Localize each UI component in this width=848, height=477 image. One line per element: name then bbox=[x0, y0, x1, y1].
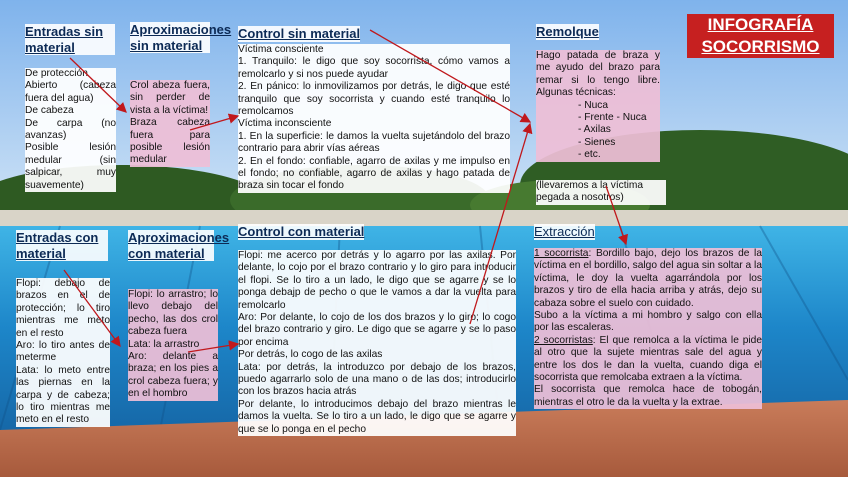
aprox-con-heading: Aproximaciones con material bbox=[128, 230, 230, 261]
infographic-title bbox=[687, 14, 834, 58]
text-line: Flopi: me acerco por detrás y lo agarro por las axilas. Por delante, lo cojo por el brazo contrario y lo giro para introducir el flopi. Se lo tiro a un lado, le digo que se agarre y se lo ponga debajp de pecho o que le vamos a dar la vuelta para remolcarlo bbox=[238, 250, 516, 311]
text-line: Aro: delante a braza; en los pies a crol cabeza fuera; y en el hombro bbox=[128, 351, 218, 400]
text-line: Flopi: debajo de brazos en el de protección; lo tiro mientras me meto en el resto bbox=[16, 278, 110, 339]
control-con-heading: Control con material bbox=[238, 224, 365, 239]
control-sin-heading: Control sin material bbox=[238, 26, 361, 41]
text-line: Flopi: lo arrastro; lo llevo debajo del pecho, las dos crol cabeza fuera bbox=[128, 289, 218, 338]
text-line: Víctima inconsciente bbox=[238, 118, 332, 130]
technique-item: - Sienes bbox=[578, 136, 616, 148]
entradas-con-body bbox=[16, 278, 110, 427]
text-line: Por detrás, lo cogo de las axilas bbox=[238, 349, 383, 361]
text-line: Aro: Por delante, lo cojo de los dos brazos y lo giro; lo cogo del brazo contrario y giro. Le digo que se agarre y se lo paso por encima bbox=[238, 312, 516, 348]
text-line: 1. Tranquilo: le digo que soy socorrista, cómo vamos a remolcarlo y si nos puede ayudar bbox=[238, 56, 510, 80]
text-line: Abierto (cabeza fuera del agua) bbox=[25, 80, 116, 104]
aprox-con-body bbox=[128, 289, 218, 401]
remolque-note: (llevaremos a la víctima pegada a nosotros) bbox=[536, 180, 666, 205]
text-line: 1. En la superficie: le damos la vuelta sujetándolo del brazo contrario para abrir vías aéreas bbox=[238, 130, 510, 155]
remolque-heading: Remolque bbox=[536, 24, 599, 39]
control-sin-body bbox=[238, 44, 510, 193]
text-line: El socorrista que remolca hace de tobogán, mientras el otro le da la vuelta y la extrae. bbox=[534, 384, 762, 408]
text-line: De cabeza bbox=[25, 105, 74, 117]
text-line: Posible lesión medular (sin salpicar, muy suavemente) bbox=[25, 142, 116, 191]
entradas-sin-heading: Entradas sin material bbox=[25, 24, 115, 55]
text-line: 1 socorrista: Bordillo bajo, dejo los brazos de la víctima en el bordillo, salgo del agua sin soltar a la víctima, le doy la vuelta agarrándola por los brazos y tiro de ella hacia arriba y atrás, dejo su cabaza sobre el suelo con cuidado. bbox=[534, 248, 762, 309]
title-line-1: INFOGRAFÍA bbox=[707, 15, 814, 34]
extraccion-heading: Extracción bbox=[534, 224, 595, 239]
text-line: Aro: lo tiro antes de meterme bbox=[16, 340, 110, 364]
entradas-con-heading: Entradas con material bbox=[16, 230, 108, 261]
text-line: Hago patada de braza y me ayudo del brazo para remar si lo tengo libre. Algunas técnicas: bbox=[536, 50, 660, 99]
text-line: Lata: la arrastro bbox=[128, 338, 200, 350]
text-line: Crol abeza fuera, sin perder de vista a la víctima! bbox=[130, 80, 210, 116]
control-con-body bbox=[238, 250, 516, 436]
text-line: Víctima consciente bbox=[238, 44, 324, 55]
text-line: De protección bbox=[25, 68, 88, 79]
technique-item: - Axilas bbox=[578, 124, 611, 136]
text-line: De carpa (no avanzas) bbox=[25, 117, 116, 142]
text-line: 2. En pánico: lo inmovilizamos por detrás, le digo que esté tranquilo que soy socorrista y cuando esté tranquilo lo remolcamos bbox=[238, 81, 510, 118]
technique-item: - etc. bbox=[578, 149, 601, 161]
entradas-sin-body bbox=[25, 68, 116, 192]
technique-item: - Frente - Nuca bbox=[578, 112, 647, 124]
remolque-body bbox=[536, 50, 660, 162]
extraccion-body bbox=[534, 248, 762, 409]
text-line: 2. En el fondo: confiable, agarro de axilas y me impulso en el fondo; no confiable, agarro de axilas y hago patada de braza sin tocar el fondo bbox=[238, 155, 510, 192]
text-line: 2 socorristas: El que remolca a la víctima le pide al otro que la sujete mientras sale del agua y entre los dos le dan la vuelta, cuando diga el socorrista que remolcaba extraen a la víctima. bbox=[534, 334, 762, 384]
technique-item: - Nuca bbox=[578, 99, 609, 111]
title-line-2: SOCORRISMO bbox=[701, 37, 820, 56]
text-line: Lata: por detrás, la introduzco por debajo de los brazos, puedo agarrarlo solo de una mano o de las dos; introducirlo con los brazos hacia atrás bbox=[238, 361, 516, 398]
aprox-sin-body bbox=[130, 80, 210, 167]
text-line: Subo a la víctima a mi hombro y salgo con ella por las escaleras. bbox=[534, 310, 762, 334]
text-line: Braza cabeza fuera para posible lesión medular bbox=[130, 117, 210, 166]
text-line: Lata: lo meto entre las piernas en la carpa y de cabeza; lo tiro mientras me meto en el resto bbox=[16, 364, 110, 426]
aprox-sin-heading: Aproximaciones sin material bbox=[130, 22, 232, 53]
text-line: Por delante, lo introducimos debajo del brazo mientras le damos la vuelta. Se lo tiro a un lado, le digo que se agarre y que se lo ponga en el pecho bbox=[238, 398, 516, 435]
